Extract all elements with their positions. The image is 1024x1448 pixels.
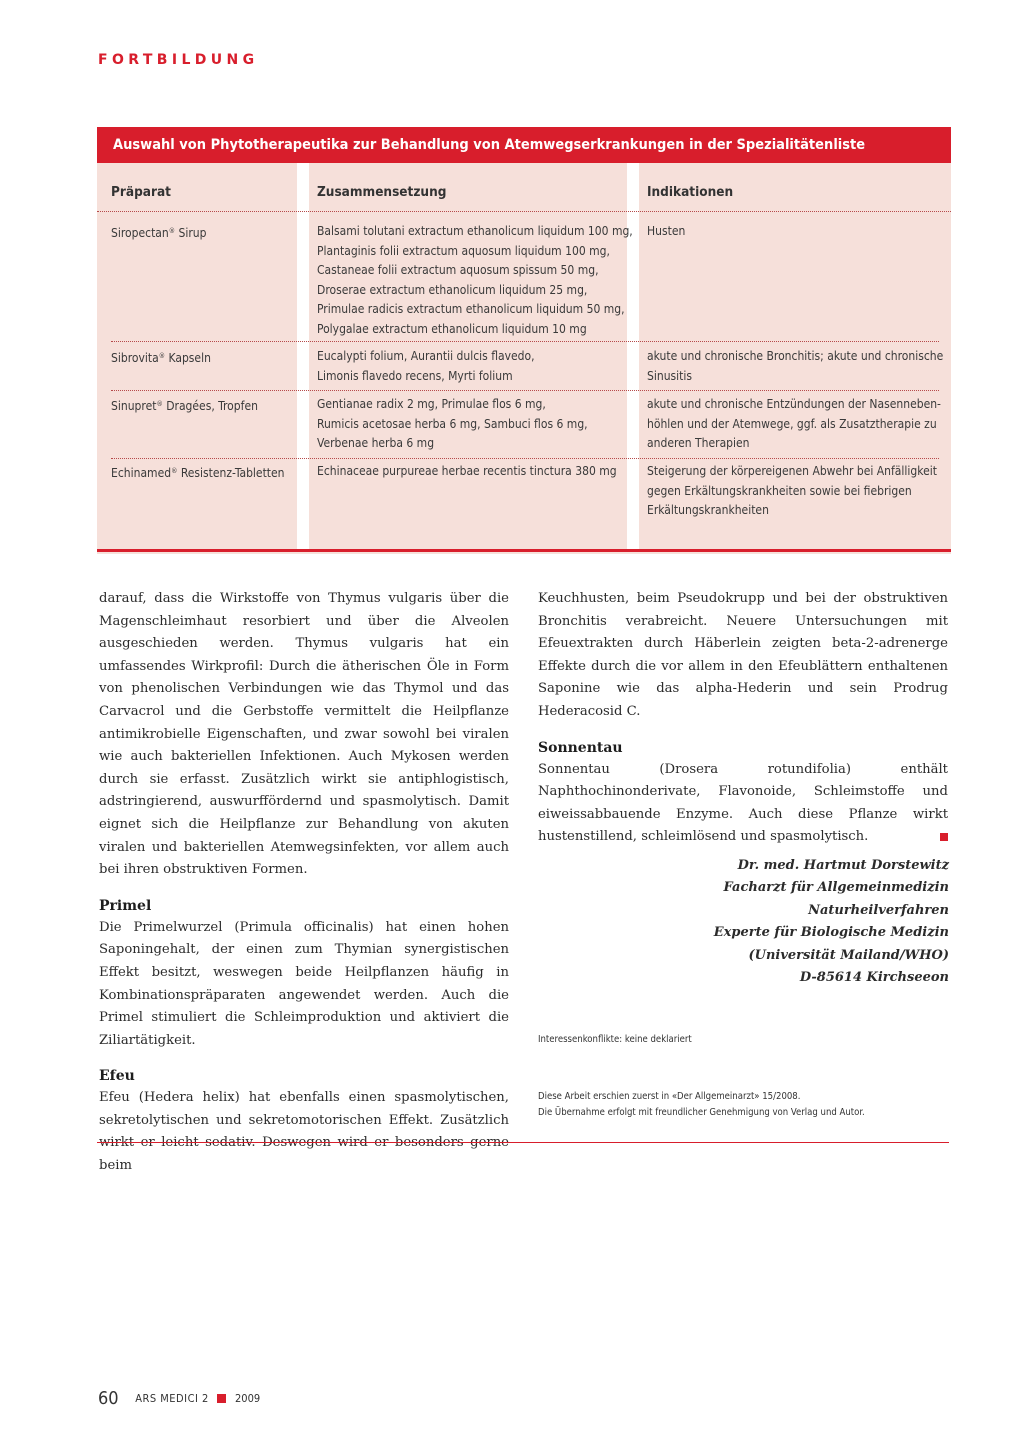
conflict-note: Interessenkonflikte: keine deklariert: [538, 1034, 692, 1045]
row-2-composition: Eucalypti folium, Aurantii dulcis flavedo, Limonis flavedo recens, Myrti folium: [317, 349, 535, 383]
page-number: 60: [98, 1388, 119, 1409]
paragraph-sonnentau: Sonnentau (Drosera rotundifolia) enthält Naphthochinonderivate, Flavonoide, Schleimstoffe und eiweissabbauende Enzyme. Auch diese Pflanze wirkt hustenstillend, schleimlösend und spasmolytisch.: [538, 761, 948, 845]
row-1-indications: Husten: [647, 224, 686, 238]
footer: [98, 1388, 260, 1409]
row-3-composition: Gentianae radix 2 mg, Primulae flos 6 mg, Rumicis acetosae herba 6 mg, Sambuci flos 6 mg, Verbenae herba 6 mg: [317, 397, 588, 450]
heading-sonnentau: Sonnentau: [538, 739, 623, 756]
footer-separator-square: [217, 1394, 226, 1403]
col-header-indikationen: Indikationen: [647, 184, 734, 200]
row-1-composition: Balsami tolutani extractum ethanolicum liquidum 100 mg, Plantaginis folii extractum aquosum liquidum 100 mg, Castaneae folii extractum aquosum spissum 50 mg, Droserae extractum ethanolicum liquidum 25 mg, Primulae radicis extractum ethanolicum liquidum 50 mg, Polygalae extractum ethanolicum liquidum 10 mg: [317, 224, 633, 336]
row-3-indications: akute und chronische Entzündungen der Nasenneben- höhlen und der Atemwege, ggf. als Zusatztherapie zu anderen Therapien: [647, 397, 941, 450]
paragraph-efeu-continued: Keuchhusten, beim Pseudokrupp und bei der obstruktiven Bronchitis verabreicht. Neuere Untersuchungen mit Efeuextrakten durch Häberlein zeigten beta-2-adrenerge Effekte durch die vor allem in den Efeublättern enthaltenen Saponine wie das alpha-Hederin und sein Prodrug Hederacosid C.: [538, 591, 948, 719]
paragraph-primel: Die Primelwurzel (Primula officinalis) hat einen hohen Saponingehalt, der einen zum Thymian synergistischen Effekt besitzt, weswegen beide Heilpflanzen häufig in Kombinationspräparaten angewendet werden. Auch die Primel stimuliert die Schleimproduktion und aktiviert die Ziliartätigkeit.: [99, 919, 509, 1048]
paragraph-thymus: darauf, dass die Wirkstoffe von Thymus vulgaris über die Magenschleimhaut resorbiert und über die Alveolen ausgeschieden werden. Thymus vulgaris hat ein umfassendes Wirkprofil: Durch die ätherischen Öle in Form von phenolischen Verbindungen wie das Thymol und das Carvacrol und die Gerbstoffe vermittelt die Heilpflanze antimikrobielle Eigenschaften, und zwar sowohl bei viralen wie auch bakteriellen Infektionen. Auch Mykosen werden durch sie erfasst. Zusätzlich wirkt sie antiphlogistisch, adstringierend, auswurffördernd und spasmolytisch. Damit eignet sich die Heilpflanze zur Behandlung von akuten viralen und bakteriellen Atemwegsinfekten, vor allem auch bei ihren obstruktiven Formen.: [99, 591, 509, 878]
source-note: Diese Arbeit erschien zuerst in «Der Allgemeinarzt» 15/2008. Die Übernahme erfolgt mit freundlicher Genehmigung von Verlag und Autor.: [538, 1091, 865, 1118]
journal-name: ARS MEDICI 2: [135, 1392, 209, 1405]
paragraph-efeu: Efeu (Hedera helix) hat ebenfalls einen spasmolytischen, sekretolytischen und sekretomotorischen Effekt. Zusätzlich beim: [99, 1090, 509, 1174]
row-4-preparation: Echinamed® Resistenz-Tabletten: [111, 466, 285, 480]
author-title: Facharzt für Allgemeinmedizin: [723, 880, 949, 896]
col-header-praeparat: Präparat: [111, 184, 171, 200]
table-bottom-rule: [97, 549, 951, 552]
right-column: [538, 588, 948, 849]
bottom-rule: [97, 1142, 949, 1143]
left-column: [99, 588, 509, 1178]
heading-primel: Primel: [99, 897, 152, 914]
journal-year: 2009: [235, 1392, 261, 1405]
end-of-article-mark: [940, 833, 948, 841]
section-label: FORTBILDUNG: [98, 52, 259, 68]
row-3-preparation: Sinupret® Dragées, Tropfen: [111, 399, 258, 413]
author-address: D-85614 Kirchseeon: [799, 970, 949, 986]
row-divider: [111, 341, 939, 342]
table-title: Auswahl von Phytotherapeutika zur Behandlung von Atemwegserkrankungen in der Spezialitätenliste: [97, 127, 951, 163]
col-header-zusammensetzung: Zusammensetzung: [317, 184, 447, 200]
row-1-preparation: Siropectan® Sirup: [111, 226, 207, 240]
author-name: Dr. med. Hartmut Dorstewitz: [737, 858, 949, 873]
author-affiliation: (Universität Mailand/WHO): [748, 947, 949, 963]
row-2-preparation: Sibrovita® Kapseln: [111, 351, 211, 365]
author-expertise: Experte für Biologische Medizin: [713, 925, 949, 941]
heading-efeu: Efeu: [99, 1068, 135, 1085]
phyto-table: [97, 127, 951, 554]
row-4-indications: Steigerung der körpereigenen Abwehr bei Anfälligkeit gegen Erkältungskrankheiten sowie bei fiebrigen Erkältungskrankheiten: [647, 464, 937, 517]
column-gap: [627, 163, 639, 549]
row-divider: [111, 458, 939, 459]
author-specialty: Naturheilverfahren: [808, 902, 949, 918]
row-divider: [111, 390, 939, 391]
header-divider: [97, 211, 951, 212]
row-2-indications: akute und chronische Bronchitis; akute und chronische Sinusitis: [647, 349, 944, 383]
column-gap: [297, 163, 309, 549]
author-block: [538, 855, 949, 989]
row-4-composition: Echinaceae purpureae herbae recentis tinctura 380 mg: [317, 464, 617, 478]
